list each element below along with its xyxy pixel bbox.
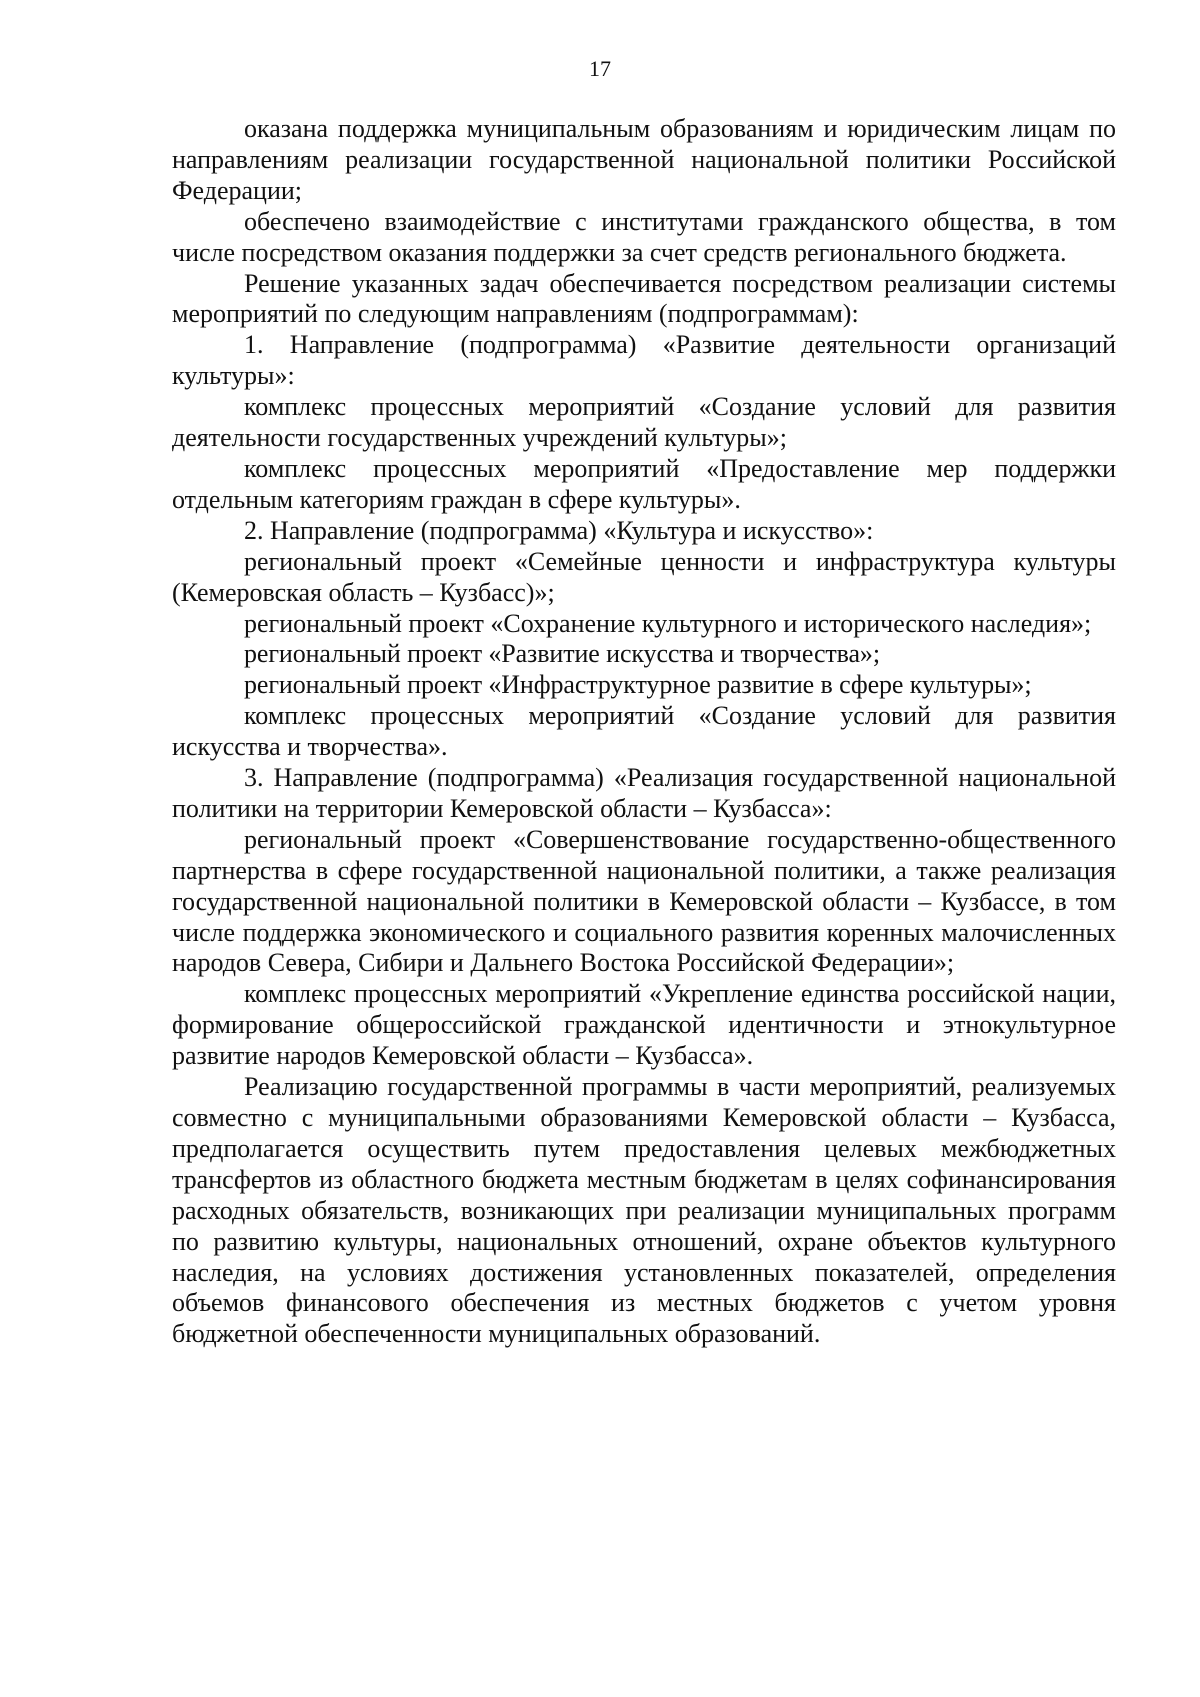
paragraph: комплекс процессных мероприятий «Предоставление мер поддержки отдельным категориям граждан в сфере культуры».: [172, 453, 1116, 514]
paragraph: региональный проект «Сохранение культурного и исторического наследия»;: [244, 608, 1092, 638]
paragraph: оказана поддержка муниципальным образованиям и юридическим лицам по направлениям реализации государственной национальной политики Российской Федерации;: [172, 114, 1116, 205]
paragraph: региональный проект «Инфраструктурное развитие в сфере культуры»;: [244, 670, 1032, 700]
paragraph: 1. Направление (подпрограмма) «Развитие деятельности организаций культуры»:: [172, 330, 1116, 391]
paragraph: обеспечено взаимодействие с институтами гражданского общества, в том числе посредством оказания поддержки за счет средств регионального бюджета.: [172, 206, 1116, 267]
paragraph: Решение указанных задач обеспечивается посредством реализации системы мероприятий по следующим направлениям (подпрограммам):: [172, 268, 1116, 329]
paragraph: 3. Направление (подпрограмма) «Реализация государственной национальной политики на территории Кемеровской области – Кузбасса»:: [172, 763, 1116, 823]
paragraph: 2. Направление (подпрограмма) «Культура и искусство»:: [244, 515, 874, 545]
paragraph: Реализацию государственной программы в части мероприятий, реализуемых совместно с муниципальными образованиями Кемеровской области – Кузбасса, предполагается осуществить путем предоставления целевых межбюджетных трансфертов из областного бюджета местным бюджетам в целях софинансирования расходных обязательств, возникающих при реализации муниципальных программ по развитию культуры, национальных отношений, охране объектов культурного наследия, на условиях достижения установленных показателей, определения объемов финансового обеспечения из местных бюджетов с учетом уровня бюджетной обеспеченности муниципальных образований.: [172, 1072, 1116, 1349]
paragraph: региональный проект «Развитие искусства и творчества»;: [244, 639, 880, 669]
document-body: [172, 114, 1116, 1350]
paragraph: комплекс процессных мероприятий «Создание условий для развития деятельности государственных учреждений культуры»;: [172, 392, 1116, 453]
paragraph: комплекс процессных мероприятий «Создание условий для развития искусства и творчества».: [172, 701, 1116, 762]
paragraph: комплекс процессных мероприятий «Укрепление единства российской нации, формирование общероссийской гражданской идентичности и этнокультурное развитие народов Кемеровской области – Кузбасса».: [172, 979, 1116, 1071]
page-number: 17: [589, 56, 611, 81]
paragraph: региональный проект «Семейные ценности и инфраструктура культуры (Кемеровская область – Кузбасс)»;: [172, 546, 1116, 607]
paragraph: региональный проект «Совершенствование государственно-общественного партнерства в сфере государственной национальной политики, а также реализация государственной национальной политики в Кемеровской области – Кузбассе, в том числе поддержка экономического и социального развития коренных малочисленных народов Севера, Сибири и Дальнего Востока Российской Федерации»;: [172, 824, 1116, 978]
